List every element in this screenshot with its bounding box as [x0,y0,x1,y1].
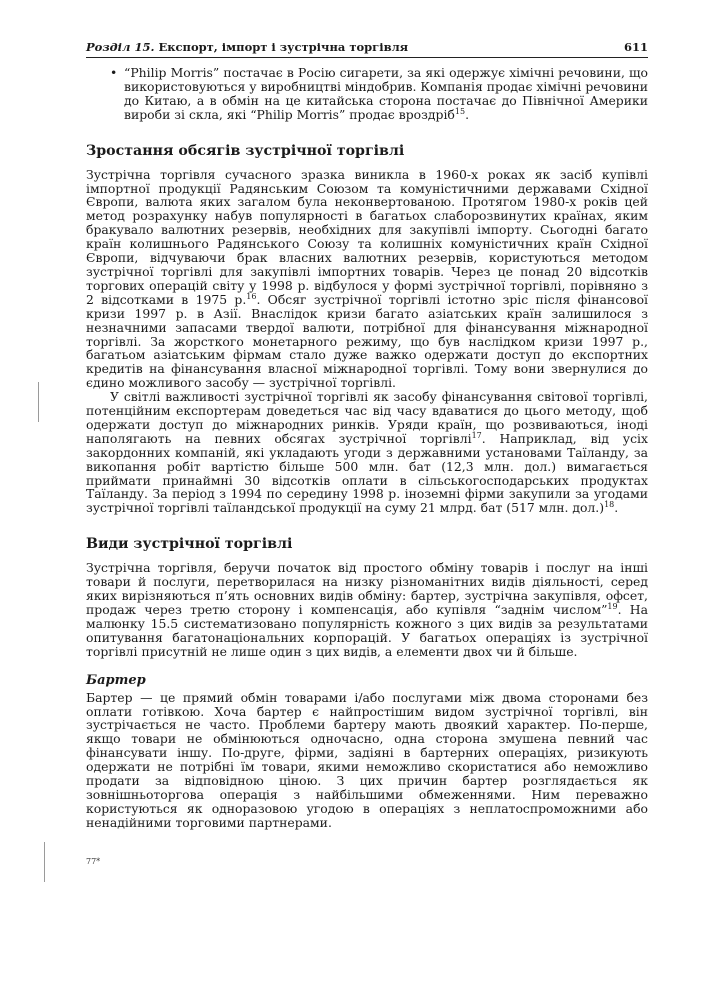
section-number: Розділ 15. [86,40,155,54]
section-heading-growth: Зростання обсягів зустрічної торгівлі [86,142,405,159]
paragraph-growth-1 [86,168,648,391]
scan-margin-mark-lower [44,842,45,882]
bullet-end: . [465,106,470,122]
paragraph-text: . Обсяг зустрічної торгівлі істотно зріс після фінансової кризи 1997 р. в Азії. Внаслідок кризи багато азіатських країн залишилося з незначними запасами твердої валюти, потрібної для фінансування міжнародної торгівлі. За жорсткого монетарного режиму, що був наслідком кризи 1997 р., багатьом азіатським фірмам стало дуже важко одержати доступ до експортних кредитів на фінансування власної міжнародної торгівлі. Тому вони звернулися до єдино можливого засобу — зустрічної торгівлі. [86,291,648,391]
running-head-section [86,40,408,54]
paragraph-end: . [614,500,619,516]
section-heading-types: Види зустрічної торгівлі [86,536,293,553]
running-head [86,40,648,58]
paragraph-types-1 [86,561,648,658]
paragraph-text: . Наприклад, від усіх закордонних компаній, які укладають угоди з державними установами Таїланду, за викопання робіт вартістю більше 500 млн. бат (12,3 млн. дол.) вимагається приймати принаймні 30 відсотків оплати в сільськогосподарських продуктах Таїланду. За період з 1994 по середину 1998 р. іноземні фірми закупили за угодами зустрічної торгівлі таїландської продукції на суму 21 млрд. бат (517 млн. дол.) [86,430,648,516]
bullet-text [124,66,648,122]
paragraph-barter: Бартер — це прямий обмін товарами і/або послугами між двома сторонами без оплати готівкою. Хоча бартер є найпростішим видом зустрічної торгівлі, він зустрічається не часто. Проблеми бартеру мають двоякий характер. По-перше, якщо товари не обмінюються одночасно, одна сторона змушена певний час фінансувати іншу. По-друге, фірми, задіяні в бартерних операціях, ризикують одержати не потрібні їм товари, якими неможливо скористатися або неможливо продати за відповідною ціною. З цих причин бартер розглядається як зовнішньоторгова операція з найбільшими обмеженнями. Ним переважно користуються як одноразовою угодою в операціях з неплатоспроможними або ненадійними торговими партнерами. [86,689,648,830]
paragraph-text: Зустрічна торгівля, беручи початок від простого обміну товарів і послуг на інші товари й послуги, перетворилася на низку різноманітних видів діяльності, серед яких вирізняються п’ять основних видів обміну: бартер, зустрічна закупівля, офсет, продаж через третю сторону і компенсація, або купівля “заднім числом” [86,560,648,617]
footnote-ref: 17 [471,430,482,440]
scan-margin-mark-upper [38,382,39,422]
paragraph-text: Зустрічна торгівля сучасного зразка виникла в 1960-х роках як засіб купівлі імпортної продукції Радянським Союзом та комуністичними державами Східної Європи, валюта яких загалом була неконвертованою. Протягом 1980-х років цей метод розрахунку набув популярності в багатьох слаборозвинутих країнах, яким бракувало валютних резервів, необхідних для закупівлі імпорту. Сьогодні багато країн колишнього Радянського Союзу та колишніх комуністичних країн Східної Європи, відчуваючи брак власних валютних резервів, користуються методом зустрічної торгівлі для закупівлі імпортних товарів. Через це понад 20 відсотків торгових операцій світу у 1998 р. відбулося у формі зустрічної торгівлі, порівняно з 2 відсотками в 1975 р. [86,166,648,307]
signature-mark: 77* [86,856,101,866]
paragraph-text: . На малюнку 15.5 систематизовано популярність кожного з цих видів за результатами опитування багатонаціональних корпорацій. У багатьох операціях із зустрічної торгівлі присутній не лише один з цих видів, а елементи двох чи й більше. [86,602,648,659]
footnote-ref: 19 [607,601,618,611]
subsection-heading-barter: Бартер [86,672,146,688]
page-number: 611 [623,40,648,54]
book-page [86,40,648,866]
paragraph-text: У світлі важливості зустрічної торгівлі як засобу фінансування світової торгівлі, потенційним експортерам доведеться час від часу вдаватися до цього методу, щоб одержати доступ до міжнародних ринків. Уряди країн, що розвиваються, іноді наполягають на певних обсягах зустрічної торгівлі [86,389,648,446]
section-title: Експорт, імпорт і зустрічна торгівля [158,40,409,54]
paragraph-growth-2 [86,390,648,515]
bullet-marker: • [110,65,118,80]
bullet-item [110,66,648,122]
footnote-ref: 18 [604,500,615,510]
bullet-body: “Philip Morris” постачає в Росію сигарети, за які одержує хімічні речовини, що використовуються у виробництві міндобрив. Компанія продає хімічні речовини до Китаю, а в обмін на це китайська сторона постачає до Північної Америки вироби зі скла, які “Philip Morris” продає вроздріб [124,65,648,122]
footnote-ref: 15 [454,106,466,116]
footnote-ref: 16 [246,291,257,301]
